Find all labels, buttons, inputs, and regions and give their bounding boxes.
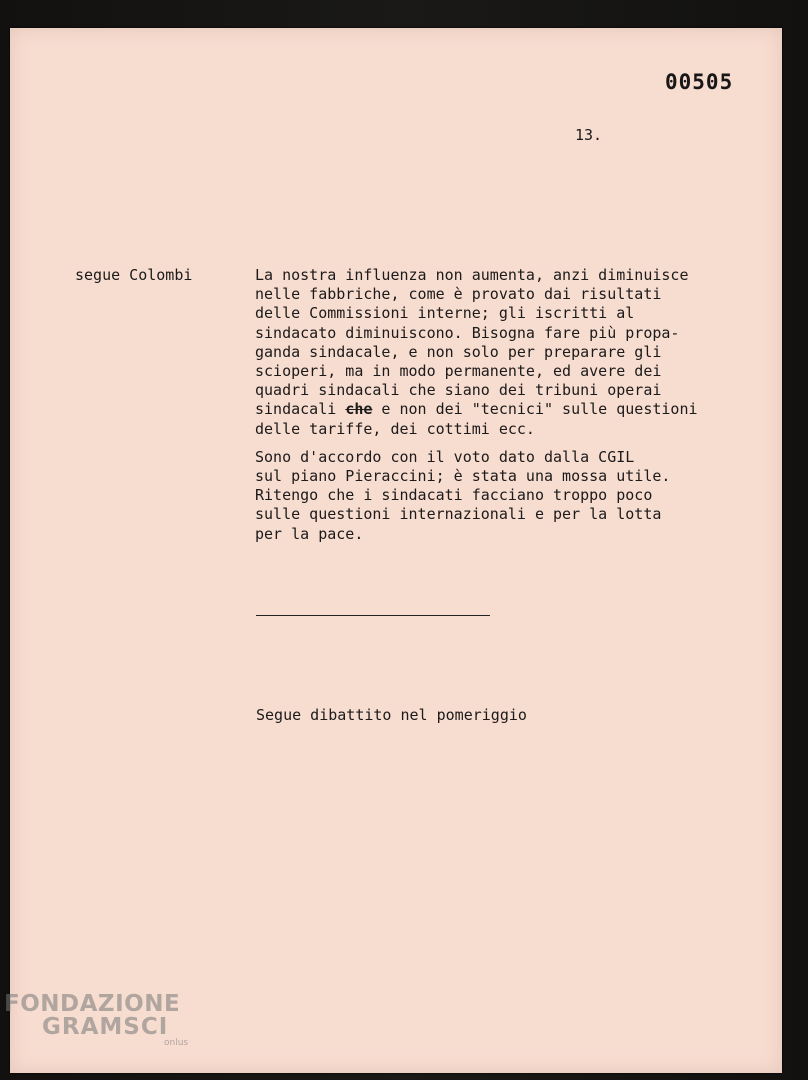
paragraph-1-text-b: e non dei "tecnici" sulle questioni delle tariffe, dei cottimi ecc. xyxy=(255,400,698,438)
struck-word: che xyxy=(345,400,373,419)
speaker-label: segue Colombi xyxy=(75,266,193,284)
archive-watermark-logo xyxy=(4,993,188,1047)
paragraph-2: Sono d'accordo con il voto dato dalla CGIL sul piano Pieraccini; è stata una mossa utile. Ritengo che i sindacati facciano troppo poco sulle questioni internazionali e per la lotta per la pace. xyxy=(255,447,671,543)
document-page xyxy=(10,28,782,1073)
closing-note: Segue dibattito nel pomeriggio xyxy=(256,706,527,724)
paragraph-1-text-a: La nostra influenza non aumenta, anzi diminuisce nelle fabbriche, come è provato dai risultati delle Commissioni interne; gli iscritti al sindacato diminuiscono. Bisogna fare più propa- ganda sindacale, e non solo per preparare gli scioperi, ma in modo permanente, ed avere dei quadri sindacali che siano dei tribuni operai sindacali xyxy=(255,266,689,419)
speech-body xyxy=(255,266,745,553)
watermark-line-2: GRAMSCI xyxy=(42,1014,169,1040)
watermark-line-1: FONDAZIONE xyxy=(4,991,181,1017)
section-divider xyxy=(256,615,490,616)
watermark-line-3: onlus xyxy=(164,1038,189,1048)
archive-stamp-number: 00505 xyxy=(665,70,734,94)
page-number: 13. xyxy=(575,126,603,144)
paragraph-1 xyxy=(255,266,745,439)
